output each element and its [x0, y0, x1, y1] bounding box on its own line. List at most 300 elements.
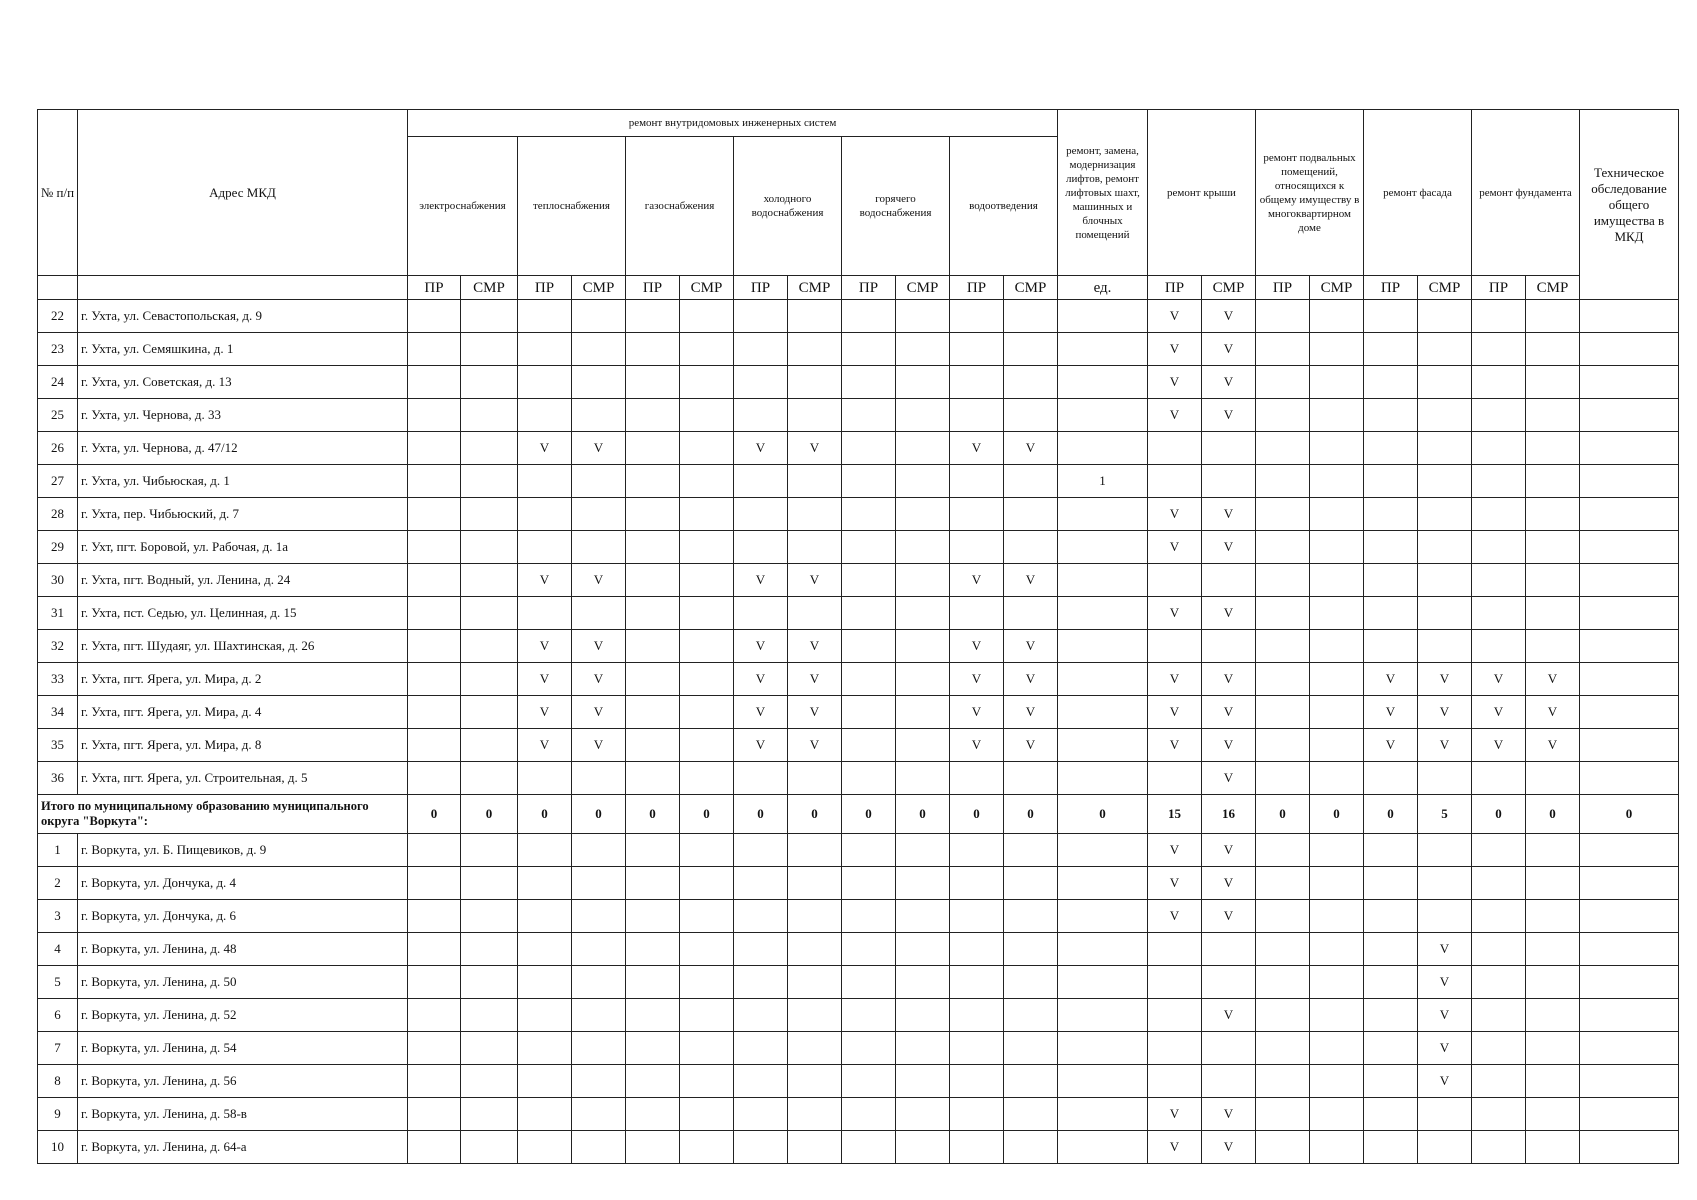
- header-pr: ПР: [518, 276, 572, 300]
- row-number: 4: [38, 933, 78, 966]
- row-cell: [408, 498, 461, 531]
- row-cell: [950, 1098, 1004, 1131]
- row-cell: [1256, 663, 1310, 696]
- row-cell: [518, 1032, 572, 1065]
- row-cell: V: [1364, 696, 1418, 729]
- row-cell: [626, 729, 680, 762]
- header-lifts: ремонт, замена, модернизация лифтов, ремонт лифтовых шахт, машинных и блочных помещений: [1058, 110, 1148, 276]
- total-cell: 0: [788, 795, 842, 834]
- row-cell: [626, 867, 680, 900]
- row-cell: V: [1004, 696, 1058, 729]
- row-inspection-cell: [1580, 1131, 1679, 1164]
- row-cell: [626, 399, 680, 432]
- header-pr: ПР: [842, 276, 896, 300]
- header-smr: СМР: [1418, 276, 1472, 300]
- total-cell: 0: [680, 795, 734, 834]
- row-cell: [896, 432, 950, 465]
- row-cell: V: [1148, 597, 1202, 630]
- table-body: [38, 300, 1679, 1164]
- row-cell: [842, 432, 896, 465]
- row-cell: V: [1148, 531, 1202, 564]
- row-inspection-cell: [1580, 498, 1679, 531]
- row-cell: V: [572, 663, 626, 696]
- row-cell: [572, 366, 626, 399]
- row-cell: [1364, 333, 1418, 366]
- total-cell: 0: [1580, 795, 1679, 834]
- row-cell: [788, 1065, 842, 1098]
- row-cell: [1256, 465, 1310, 498]
- header-smr: СМР: [896, 276, 950, 300]
- row-cell: [950, 498, 1004, 531]
- row-cell: [408, 597, 461, 630]
- row-cell: [1418, 498, 1472, 531]
- row-cell: [1004, 1131, 1058, 1164]
- row-cell: [1256, 399, 1310, 432]
- row-number: 22: [38, 300, 78, 333]
- row-cell: [626, 696, 680, 729]
- row-cell: [461, 531, 518, 564]
- row-cell: [1310, 867, 1364, 900]
- row-cell: [734, 597, 788, 630]
- row-cell: [680, 1131, 734, 1164]
- row-cell: [408, 564, 461, 597]
- row-cell: [572, 966, 626, 999]
- row-cell: [1472, 300, 1526, 333]
- row-cell: [626, 999, 680, 1032]
- row-cell: V: [1148, 696, 1202, 729]
- row-cell: [1418, 1098, 1472, 1131]
- row-cell: [518, 1065, 572, 1098]
- row-cell: [626, 597, 680, 630]
- row-address: г. Ухта, ул. Советская, д. 13: [78, 366, 408, 399]
- row-cell: V: [950, 696, 1004, 729]
- row-cell: V: [572, 696, 626, 729]
- row-cell: [572, 867, 626, 900]
- row-cell: [408, 1065, 461, 1098]
- row-cell: [1310, 1065, 1364, 1098]
- total-cell: 0: [408, 795, 461, 834]
- row-cell: [408, 762, 461, 795]
- row-cell: [1364, 597, 1418, 630]
- row-cell: [788, 333, 842, 366]
- row-cell: [788, 762, 842, 795]
- row-cell: [1004, 1098, 1058, 1131]
- row-cell: [1058, 432, 1148, 465]
- row-cell: [1004, 333, 1058, 366]
- row-cell: [626, 663, 680, 696]
- row-cell: [408, 1098, 461, 1131]
- row-inspection-cell: [1580, 933, 1679, 966]
- row-cell: [842, 1032, 896, 1065]
- row-cell: [572, 1131, 626, 1164]
- row-cell: [1058, 399, 1148, 432]
- row-cell: [1526, 531, 1580, 564]
- row-cell: [1526, 867, 1580, 900]
- row-cell: V: [518, 663, 572, 696]
- row-cell: V: [1148, 834, 1202, 867]
- row-cell: [734, 867, 788, 900]
- row-cell: [408, 1131, 461, 1164]
- row-cell: [950, 1131, 1004, 1164]
- row-cell: [572, 1032, 626, 1065]
- table-row: [38, 531, 1679, 564]
- row-cell: [1310, 564, 1364, 597]
- header-cold-water: холодного водоснабжения: [734, 137, 842, 276]
- row-cell: [1256, 300, 1310, 333]
- row-cell: [1472, 834, 1526, 867]
- row-cell: [626, 333, 680, 366]
- row-inspection-cell: [1580, 597, 1679, 630]
- row-cell: [680, 1065, 734, 1098]
- table-header: [38, 110, 1679, 300]
- table-row: [38, 696, 1679, 729]
- row-cell: [1418, 900, 1472, 933]
- row-cell: [1310, 729, 1364, 762]
- row-cell: [842, 900, 896, 933]
- row-cell: [680, 696, 734, 729]
- row-cell: [896, 729, 950, 762]
- row-cell: [842, 729, 896, 762]
- row-cell: [1472, 900, 1526, 933]
- row-cell: [1526, 933, 1580, 966]
- row-cell: [1058, 966, 1148, 999]
- row-inspection-cell: [1580, 465, 1679, 498]
- row-cell: [680, 1032, 734, 1065]
- header-hot-water: горячего водоснабжения: [842, 137, 950, 276]
- header-address: Адрес МКД: [78, 110, 408, 276]
- total-cell: 0: [950, 795, 1004, 834]
- total-cell: 5: [1418, 795, 1472, 834]
- row-cell: [680, 300, 734, 333]
- row-cell: [518, 762, 572, 795]
- row-cell: [572, 597, 626, 630]
- row-address: г. Воркута, ул. Ленина, д. 52: [78, 999, 408, 1032]
- table-row: [38, 966, 1679, 999]
- row-cell: [1418, 762, 1472, 795]
- row-cell: [734, 762, 788, 795]
- header-heating: теплоснабжения: [518, 137, 626, 276]
- row-cell: [1058, 933, 1148, 966]
- row-cell: [788, 300, 842, 333]
- row-cell: [1148, 966, 1202, 999]
- row-cell: [461, 432, 518, 465]
- row-cell: [1058, 696, 1148, 729]
- row-cell: [1310, 366, 1364, 399]
- row-cell: [1256, 366, 1310, 399]
- row-cell: [461, 900, 518, 933]
- row-cell: [1526, 1131, 1580, 1164]
- row-cell: [1418, 399, 1472, 432]
- row-cell: V: [1004, 432, 1058, 465]
- row-cell: V: [1202, 834, 1256, 867]
- row-cell: [1004, 399, 1058, 432]
- row-cell: [1364, 399, 1418, 432]
- row-cell: [896, 498, 950, 531]
- row-cell: [572, 498, 626, 531]
- row-cell: [1058, 498, 1148, 531]
- row-cell: V: [1418, 1032, 1472, 1065]
- row-cell: [518, 867, 572, 900]
- row-cell: [1256, 432, 1310, 465]
- row-cell: [950, 300, 1004, 333]
- header-smr: СМР: [1004, 276, 1058, 300]
- row-cell: [518, 1098, 572, 1131]
- row-address: г. Воркута, ул. Дончука, д. 6: [78, 900, 408, 933]
- row-number: 35: [38, 729, 78, 762]
- row-cell: [1526, 465, 1580, 498]
- row-cell: [680, 966, 734, 999]
- row-cell: [1310, 531, 1364, 564]
- total-cell: 0: [626, 795, 680, 834]
- row-inspection-cell: [1580, 432, 1679, 465]
- row-cell: [896, 1032, 950, 1065]
- row-cell: V: [788, 729, 842, 762]
- row-cell: [1310, 696, 1364, 729]
- total-label: Итого по муниципальному образованию муниципального округа "Воркута":: [38, 795, 408, 834]
- row-cell: [680, 366, 734, 399]
- row-cell: [680, 597, 734, 630]
- row-cell: [1310, 300, 1364, 333]
- row-cell: [1472, 465, 1526, 498]
- row-cell: [572, 900, 626, 933]
- row-cell: [842, 597, 896, 630]
- row-cell: [461, 762, 518, 795]
- row-cell: [680, 399, 734, 432]
- header-engineering-systems: ремонт внутридомовых инженерных систем: [408, 110, 1058, 137]
- row-address: г. Ухта, ул. Семяшкина, д. 1: [78, 333, 408, 366]
- row-cell: [950, 531, 1004, 564]
- table-row: [38, 999, 1679, 1032]
- total-row: [38, 795, 1679, 834]
- row-cell: [461, 999, 518, 1032]
- row-cell: [1058, 729, 1148, 762]
- row-cell: [1364, 432, 1418, 465]
- row-cell: [1418, 867, 1472, 900]
- row-address: г. Ухта, ул. Чернова, д. 47/12: [78, 432, 408, 465]
- row-inspection-cell: [1580, 762, 1679, 795]
- row-cell: [1364, 630, 1418, 663]
- header-number: № п/п: [38, 110, 78, 276]
- row-cell: [842, 834, 896, 867]
- table-row: [38, 1065, 1679, 1098]
- row-cell: [1526, 399, 1580, 432]
- row-cell: V: [950, 564, 1004, 597]
- row-cell: V: [1472, 663, 1526, 696]
- row-cell: [680, 465, 734, 498]
- row-cell: [734, 1032, 788, 1065]
- row-cell: [518, 333, 572, 366]
- row-cell: [1004, 867, 1058, 900]
- row-cell: [842, 1131, 896, 1164]
- row-cell: [572, 300, 626, 333]
- row-cell: [1004, 498, 1058, 531]
- row-cell: [896, 933, 950, 966]
- row-cell: [1364, 1032, 1418, 1065]
- row-cell: [1004, 1065, 1058, 1098]
- row-address: г. Ухта, пер. Чибьюский, д. 7: [78, 498, 408, 531]
- row-cell: [572, 999, 626, 1032]
- row-number: 24: [38, 366, 78, 399]
- row-cell: [572, 1098, 626, 1131]
- row-cell: [896, 333, 950, 366]
- row-cell: V: [1148, 399, 1202, 432]
- row-cell: [842, 531, 896, 564]
- row-cell: [842, 696, 896, 729]
- repair-program-table: [37, 109, 1679, 1164]
- row-cell: [788, 834, 842, 867]
- row-cell: [734, 465, 788, 498]
- row-cell: [734, 399, 788, 432]
- row-cell: [1418, 465, 1472, 498]
- row-cell: [788, 498, 842, 531]
- row-cell: [518, 399, 572, 432]
- row-cell: [461, 729, 518, 762]
- row-cell: [518, 300, 572, 333]
- row-cell: [1472, 867, 1526, 900]
- row-cell: [1310, 399, 1364, 432]
- row-cell: [1472, 1065, 1526, 1098]
- row-cell: V: [1418, 1065, 1472, 1098]
- row-cell: [1472, 432, 1526, 465]
- row-cell: [626, 432, 680, 465]
- header-pr: ПР: [1364, 276, 1418, 300]
- row-address: г. Ухта, пст. Седью, ул. Целинная, д. 15: [78, 597, 408, 630]
- row-cell: V: [1202, 999, 1256, 1032]
- row-cell: [1058, 900, 1148, 933]
- row-cell: [680, 333, 734, 366]
- row-address: г. Воркута, ул. Ленина, д. 50: [78, 966, 408, 999]
- row-cell: [842, 1065, 896, 1098]
- row-cell: [1148, 465, 1202, 498]
- row-cell: [950, 597, 1004, 630]
- row-cell: [461, 366, 518, 399]
- row-number: 6: [38, 999, 78, 1032]
- row-cell: [1310, 465, 1364, 498]
- row-cell: [408, 834, 461, 867]
- row-cell: V: [1418, 663, 1472, 696]
- row-cell: [950, 366, 1004, 399]
- row-cell: [626, 366, 680, 399]
- row-cell: [1004, 834, 1058, 867]
- row-cell: [1256, 867, 1310, 900]
- row-cell: [1418, 564, 1472, 597]
- row-cell: V: [1526, 663, 1580, 696]
- row-cell: [1310, 834, 1364, 867]
- row-number: 23: [38, 333, 78, 366]
- row-cell: [896, 1098, 950, 1131]
- row-cell: [626, 1065, 680, 1098]
- row-cell: V: [1418, 729, 1472, 762]
- row-cell: [734, 834, 788, 867]
- row-cell: [408, 999, 461, 1032]
- header-smr: СМР: [788, 276, 842, 300]
- row-number: 1: [38, 834, 78, 867]
- row-cell: [1202, 966, 1256, 999]
- row-address: г. Ухта, пгт. Ярега, ул. Мира, д. 4: [78, 696, 408, 729]
- row-cell: [408, 867, 461, 900]
- row-cell: V: [1418, 933, 1472, 966]
- row-cell: [1526, 432, 1580, 465]
- row-cell: [788, 399, 842, 432]
- row-cell: [1148, 933, 1202, 966]
- row-cell: [1058, 1131, 1148, 1164]
- row-cell: [572, 834, 626, 867]
- row-cell: [1058, 366, 1148, 399]
- row-cell: [1310, 933, 1364, 966]
- row-cell: V: [788, 696, 842, 729]
- row-inspection-cell: [1580, 1065, 1679, 1098]
- row-cell: [572, 762, 626, 795]
- row-cell: [461, 465, 518, 498]
- row-cell: [896, 663, 950, 696]
- row-cell: [1256, 531, 1310, 564]
- row-cell: [1310, 432, 1364, 465]
- row-address: г. Ухт, пгт. Боровой, ул. Рабочая, д. 1а: [78, 531, 408, 564]
- row-cell: [896, 630, 950, 663]
- row-cell: [1256, 597, 1310, 630]
- row-cell: [1004, 999, 1058, 1032]
- row-cell: [788, 1098, 842, 1131]
- row-cell: [408, 465, 461, 498]
- table-row: [38, 465, 1679, 498]
- row-cell: [1364, 366, 1418, 399]
- row-cell: [1202, 564, 1256, 597]
- row-cell: [1526, 366, 1580, 399]
- row-cell: V: [1202, 399, 1256, 432]
- row-cell: V: [1004, 663, 1058, 696]
- row-cell: [1472, 366, 1526, 399]
- row-cell: [1418, 432, 1472, 465]
- row-cell: [842, 762, 896, 795]
- row-cell: V: [1418, 966, 1472, 999]
- row-cell: [1418, 1131, 1472, 1164]
- row-cell: [788, 1032, 842, 1065]
- row-cell: V: [1148, 366, 1202, 399]
- row-cell: V: [734, 696, 788, 729]
- row-cell: [1004, 762, 1058, 795]
- row-cell: V: [788, 630, 842, 663]
- row-cell: [842, 663, 896, 696]
- row-cell: [461, 933, 518, 966]
- header-roof: ремонт крыши: [1148, 110, 1256, 276]
- row-number: 8: [38, 1065, 78, 1098]
- total-cell: 15: [1148, 795, 1202, 834]
- row-cell: [408, 531, 461, 564]
- row-cell: V: [1472, 696, 1526, 729]
- row-address: г. Ухта, ул. Чибьюская, д. 1: [78, 465, 408, 498]
- row-cell: [626, 630, 680, 663]
- row-cell: [518, 465, 572, 498]
- row-cell: [788, 966, 842, 999]
- row-cell: [1472, 933, 1526, 966]
- row-cell: [1418, 630, 1472, 663]
- row-cell: [1310, 333, 1364, 366]
- header-electricity: электроснабжения: [408, 137, 518, 276]
- row-cell: [896, 597, 950, 630]
- row-cell: [1058, 663, 1148, 696]
- row-number: 3: [38, 900, 78, 933]
- row-cell: [1364, 867, 1418, 900]
- row-cell: [842, 966, 896, 999]
- header-pr: ПР: [408, 276, 461, 300]
- row-cell: [1148, 1065, 1202, 1098]
- row-number: 26: [38, 432, 78, 465]
- header-smr: СМР: [461, 276, 518, 300]
- row-cell: V: [1148, 900, 1202, 933]
- row-cell: [518, 1131, 572, 1164]
- row-cell: V: [1148, 333, 1202, 366]
- row-cell: [734, 498, 788, 531]
